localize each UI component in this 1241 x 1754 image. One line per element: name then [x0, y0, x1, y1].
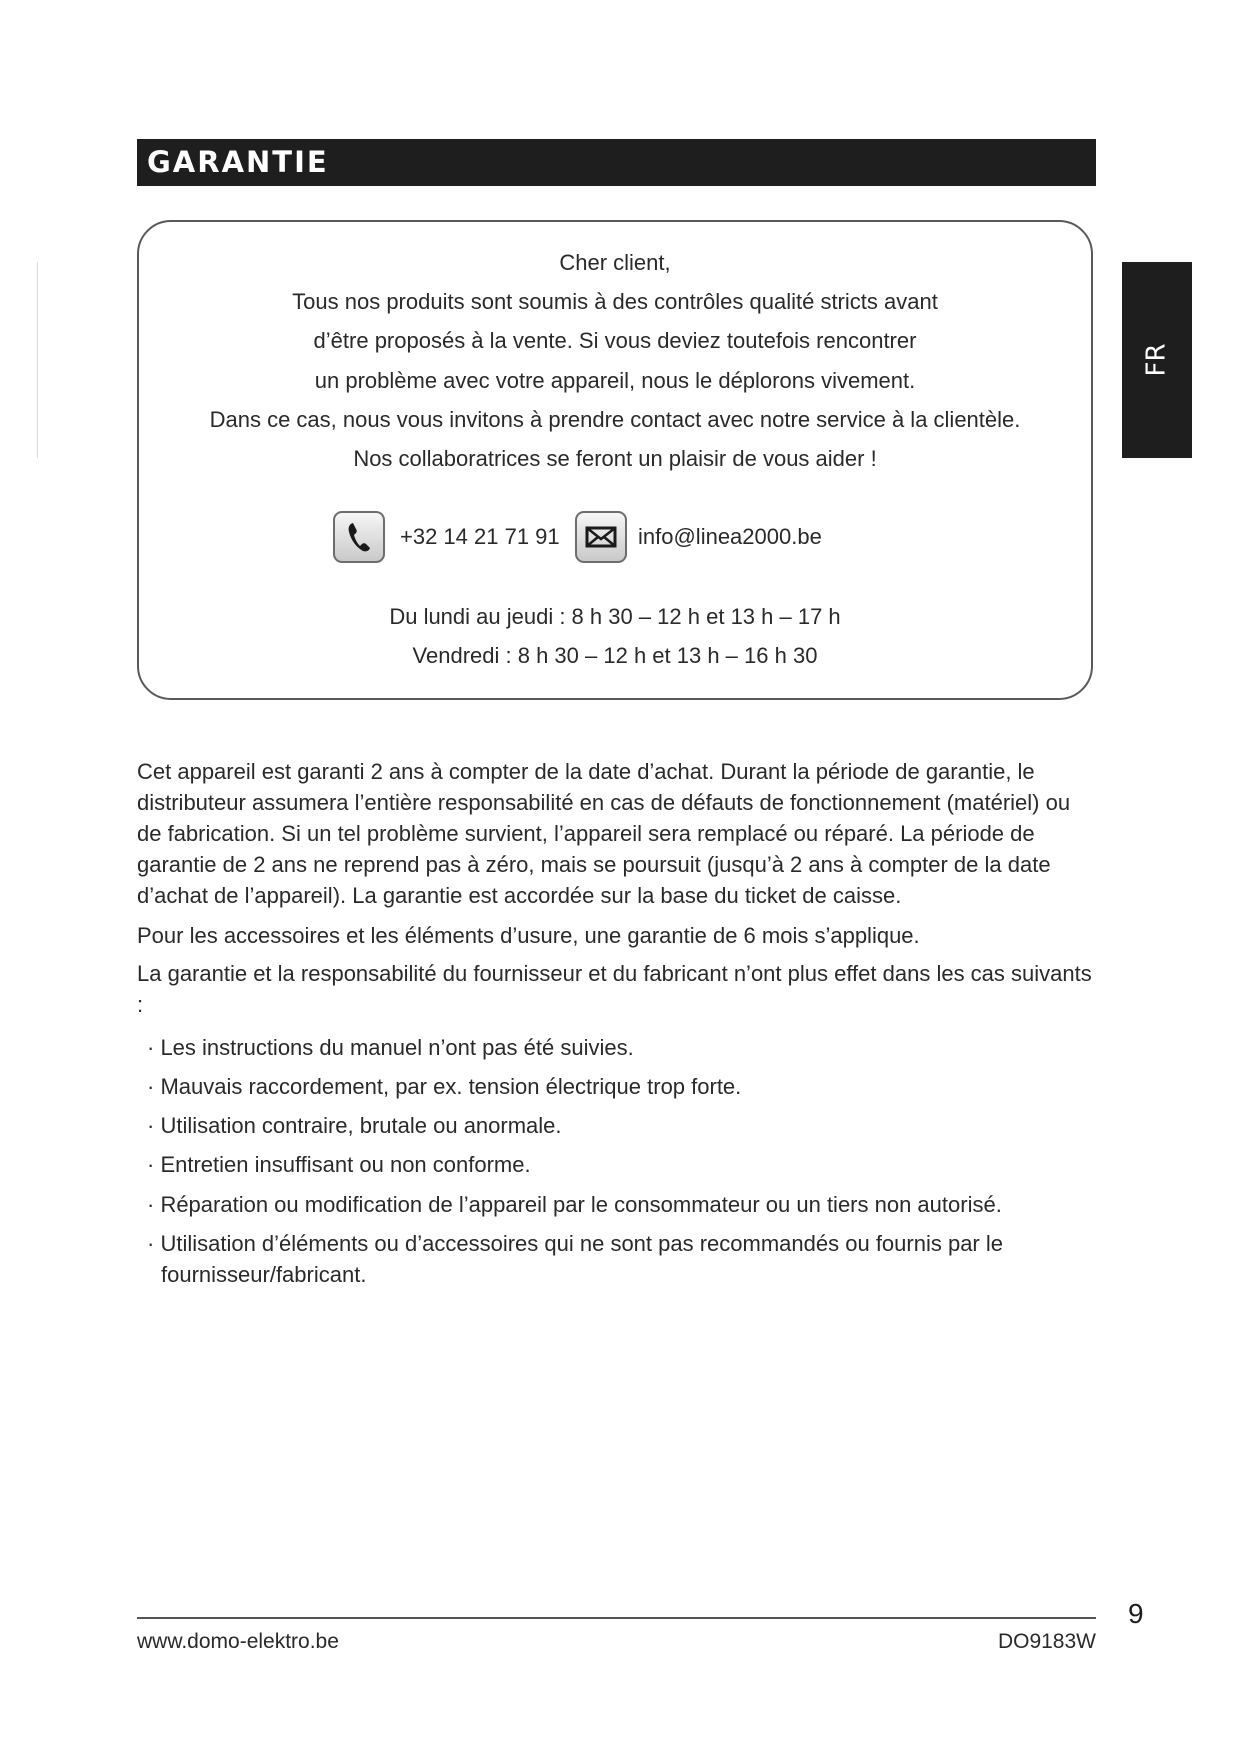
- language-label: FR: [1142, 343, 1172, 377]
- exclusion-item: · Utilisation d’éléments ou d’accessoires qui ne sont pas recommandés ou fournis par le fournisseur/fabricant.: [147, 1231, 1003, 1287]
- exclusion-item: · Réparation ou modification de l’appareil par le consommateur ou un tiers non autorisé.: [147, 1192, 1002, 1217]
- hours-friday: Vendredi : 8 h 30 – 12 h et 13 h – 16 h 30: [412, 643, 818, 668]
- email-address[interactable]: info@linea2000.be: [638, 524, 822, 549]
- section-title: GARANTIE: [137, 139, 1096, 186]
- customer-service-box: [137, 220, 1093, 700]
- greeting: Cher client,: [559, 250, 671, 275]
- footer-model-number: DO9183W: [997, 1630, 1096, 1653]
- message-line: un problème avec votre appareil, nous le déplorons vivement.: [314, 368, 916, 393]
- hours-weekday: Du lundi au jeudi : 8 h 30 – 12 h et 13 h – 17 h: [389, 604, 841, 629]
- phone-number[interactable]: +32 14 21 71 91: [400, 524, 560, 549]
- phone-icon: [333, 511, 385, 563]
- language-tab: [1122, 262, 1192, 458]
- message-line: Tous nos produits sont soumis à des contrôles qualité stricts avant: [292, 289, 938, 314]
- warranty-paragraph: Cet appareil est garanti 2 ans à compter de la date d’achat. Durant la période de garantie, le distributeur assumera l’entière responsabilité en cas de défauts de fonctionnement (matériel) ou de fabrication. Si un tel problème survient, l’appareil sera remplacé ou réparé. La période de garantie de 2 ans ne reprend pas à zéro, mais se poursuit (jusqu’à 2 ans à compter de la date d’achat de l’appareil). La garantie est accordée sur la base du ticket de caisse.: [137, 759, 1071, 908]
- message-line: Nos collaboratrices se feront un plaisir de vous aider !: [353, 446, 877, 471]
- accessories-paragraph: Pour les accessoires et les éléments d’usure, une garantie de 6 mois s’applique.: [137, 923, 920, 948]
- exclusion-item: · Les instructions du manuel n’ont pas été suivies.: [147, 1035, 634, 1060]
- email-icon: [575, 511, 627, 563]
- message-line: d’être proposés à la vente. Si vous deviez toutefois rencontrer: [313, 328, 917, 353]
- exclusion-item: · Utilisation contraire, brutale ou anormale.: [147, 1113, 562, 1138]
- exclusion-item: · Mauvais raccordement, par ex. tension électrique trop forte.: [147, 1074, 742, 1099]
- exclusions-intro: La garantie et la responsabilité du fournisseur et du fabricant n’ont plus effet dans les cas suivants :: [137, 961, 1092, 1017]
- message-line: Dans ce cas, nous vous invitons à prendre contact avec notre service à la clientèle.: [209, 407, 1021, 432]
- page-number: 9: [1128, 1598, 1144, 1629]
- footer-website[interactable]: www.domo-elektro.be: [137, 1630, 339, 1653]
- margin-divider: [37, 262, 38, 458]
- footer-divider: [137, 1617, 1096, 1619]
- exclusion-item: · Entretien insuffisant ou non conforme.: [147, 1152, 531, 1177]
